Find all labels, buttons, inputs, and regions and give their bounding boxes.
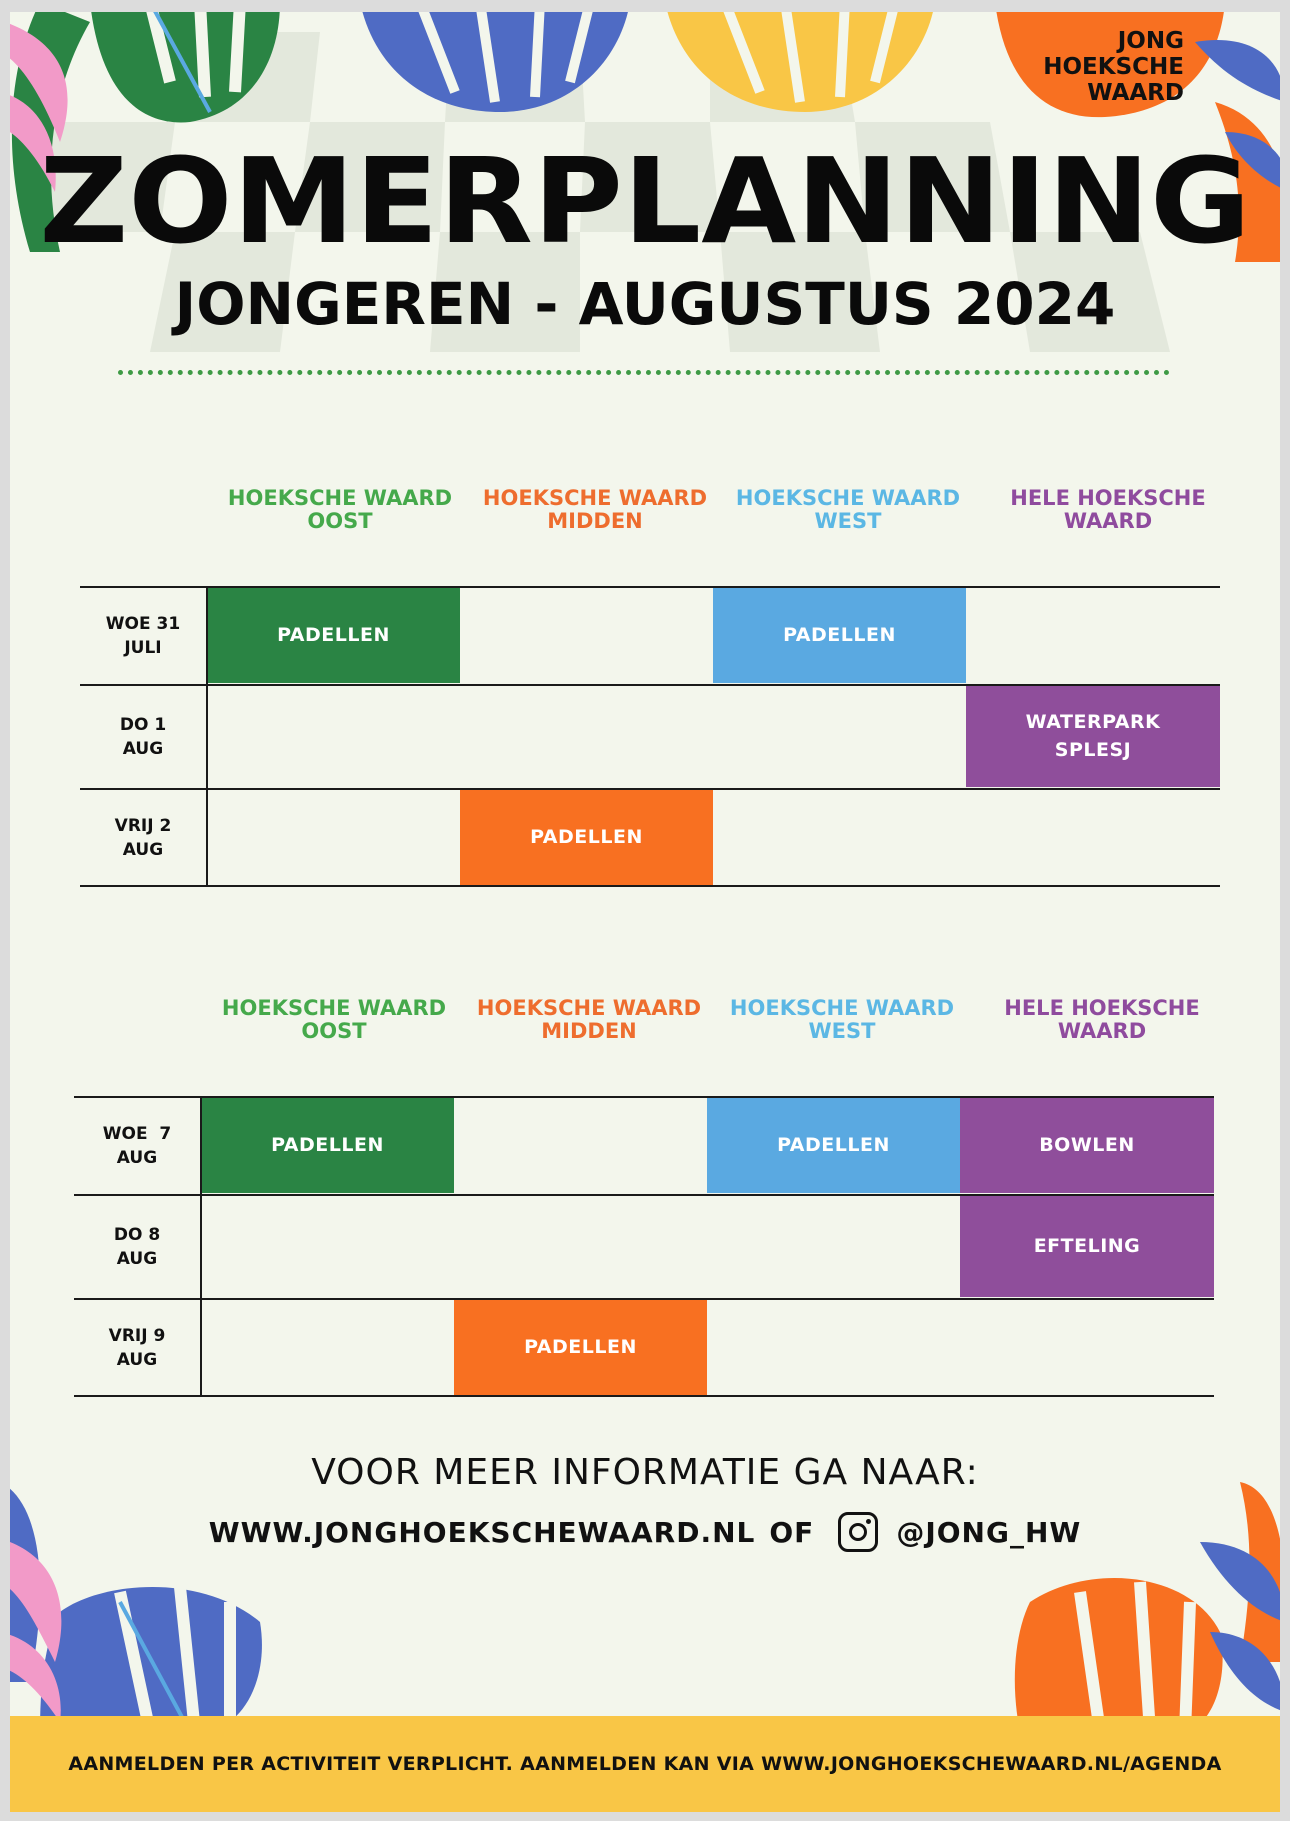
activity-cell: PADELLEN [707, 1097, 960, 1193]
column-header-oost [214, 997, 454, 1043]
column-header-line: WEST [808, 1019, 876, 1043]
column-header-line: OOST [301, 1019, 367, 1043]
footer-banner: AANMELDEN PER ACTIVITEIT VERPLICHT. AANMELDEN KAN VIA WWW.JONGHOEKSCHEWAARD.NL/AGENDA [10, 1716, 1280, 1812]
day-label [74, 1324, 200, 1372]
column-header-hele [982, 997, 1222, 1043]
day-label [80, 814, 206, 862]
column-header-line: OOST [307, 509, 373, 533]
poster [10, 12, 1280, 1812]
day-label-line: VRIJ 9 [108, 1326, 166, 1346]
column-header-line: HOEKSCHE WAARD [729, 996, 955, 1020]
website-link[interactable]: WWW.JONGHOEKSCHEWAARD.NL [208, 1515, 756, 1549]
activity-cell: BOWLEN [960, 1097, 1214, 1193]
activity-label: WATERPARK [1025, 711, 1161, 733]
column-header-oost [220, 487, 460, 533]
dotted-divider [118, 370, 1170, 375]
day-label-line: AUG [116, 1148, 158, 1168]
monstera-leaf-icon [10, 1482, 300, 1732]
column-header-midden [475, 487, 715, 533]
activity-cell [966, 685, 1220, 787]
monstera-leaf-icon [360, 12, 630, 122]
day-label-line: DO 8 [113, 1225, 161, 1245]
page-title: ZOMERPLANNING [39, 132, 1251, 270]
table-rule [80, 788, 1220, 790]
logo-line: JONG [1117, 28, 1184, 54]
activity-cell: PADELLEN [713, 587, 966, 683]
page-subtitle: JONGEREN - AUGUSTUS 2024 [174, 270, 1116, 338]
table-rule [74, 1096, 1214, 1098]
activity-cell: PADELLEN [207, 587, 460, 683]
column-header-line: HOEKSCHE WAARD [227, 486, 453, 510]
day-label-line: DO 1 [119, 715, 167, 735]
column-header-line: HOEKSCHE WAARD [735, 486, 961, 510]
info-heading: VOOR MEER INFORMATIE GA NAAR: [311, 1452, 979, 1493]
logo-line: HOEKSCHE [1043, 54, 1184, 80]
day-label-line: AUG [122, 739, 164, 759]
table-rule [206, 586, 208, 887]
logo-line: WAARD [1087, 80, 1184, 106]
instagram-handle[interactable]: @JONG_HW [896, 1515, 1082, 1549]
table-rule [80, 586, 1220, 588]
activity-cell: EFTELING [960, 1195, 1214, 1297]
day-label-line: AUG [116, 1350, 158, 1370]
table-rule [80, 885, 1220, 887]
table-rule [200, 1096, 202, 1397]
or-text: OF [769, 1515, 815, 1549]
column-header-line: MIDDEN [547, 509, 643, 533]
day-label [80, 612, 206, 660]
day-label-line: VRIJ 2 [114, 816, 172, 836]
column-header-line: HELE HOEKSCHE [1004, 996, 1200, 1020]
column-header-line: WAARD [1063, 509, 1153, 533]
monstera-leaf-icon [1000, 1482, 1280, 1732]
day-label-line: AUG [116, 1249, 158, 1269]
column-header-line: WAARD [1057, 1019, 1147, 1043]
column-header-line: MIDDEN [541, 1019, 637, 1043]
activity-cell: PADELLEN [454, 1299, 707, 1395]
column-header-line: WEST [814, 509, 882, 533]
column-header-hele [988, 487, 1228, 533]
table-rule [74, 1194, 1214, 1196]
monstera-leaf-icon [665, 12, 935, 122]
day-label [74, 1223, 200, 1271]
activity-cell: PADELLEN [201, 1097, 454, 1193]
table-rule [74, 1298, 1214, 1300]
activity-label: SPLESJ [1054, 739, 1132, 761]
table-rule [74, 1395, 1214, 1397]
day-label [74, 1122, 200, 1170]
day-label-line: WOE 7 [102, 1124, 172, 1144]
day-label-line: JULI [124, 638, 162, 658]
column-header-line: HELE HOEKSCHE [1010, 486, 1206, 510]
instagram-icon [838, 1512, 878, 1552]
activity-cell: PADELLEN [460, 789, 713, 885]
column-header-west [728, 487, 968, 533]
day-label [80, 713, 206, 761]
column-header-line: HOEKSCHE WAARD [476, 996, 702, 1020]
column-header-west [722, 997, 962, 1043]
column-header-midden [469, 997, 709, 1043]
column-header-line: HOEKSCHE WAARD [482, 486, 708, 510]
column-header-line: HOEKSCHE WAARD [221, 996, 447, 1020]
logo [1043, 28, 1184, 106]
day-label-line: AUG [122, 840, 164, 860]
day-label-line: WOE 31 [105, 614, 181, 634]
table-rule [80, 684, 1220, 686]
